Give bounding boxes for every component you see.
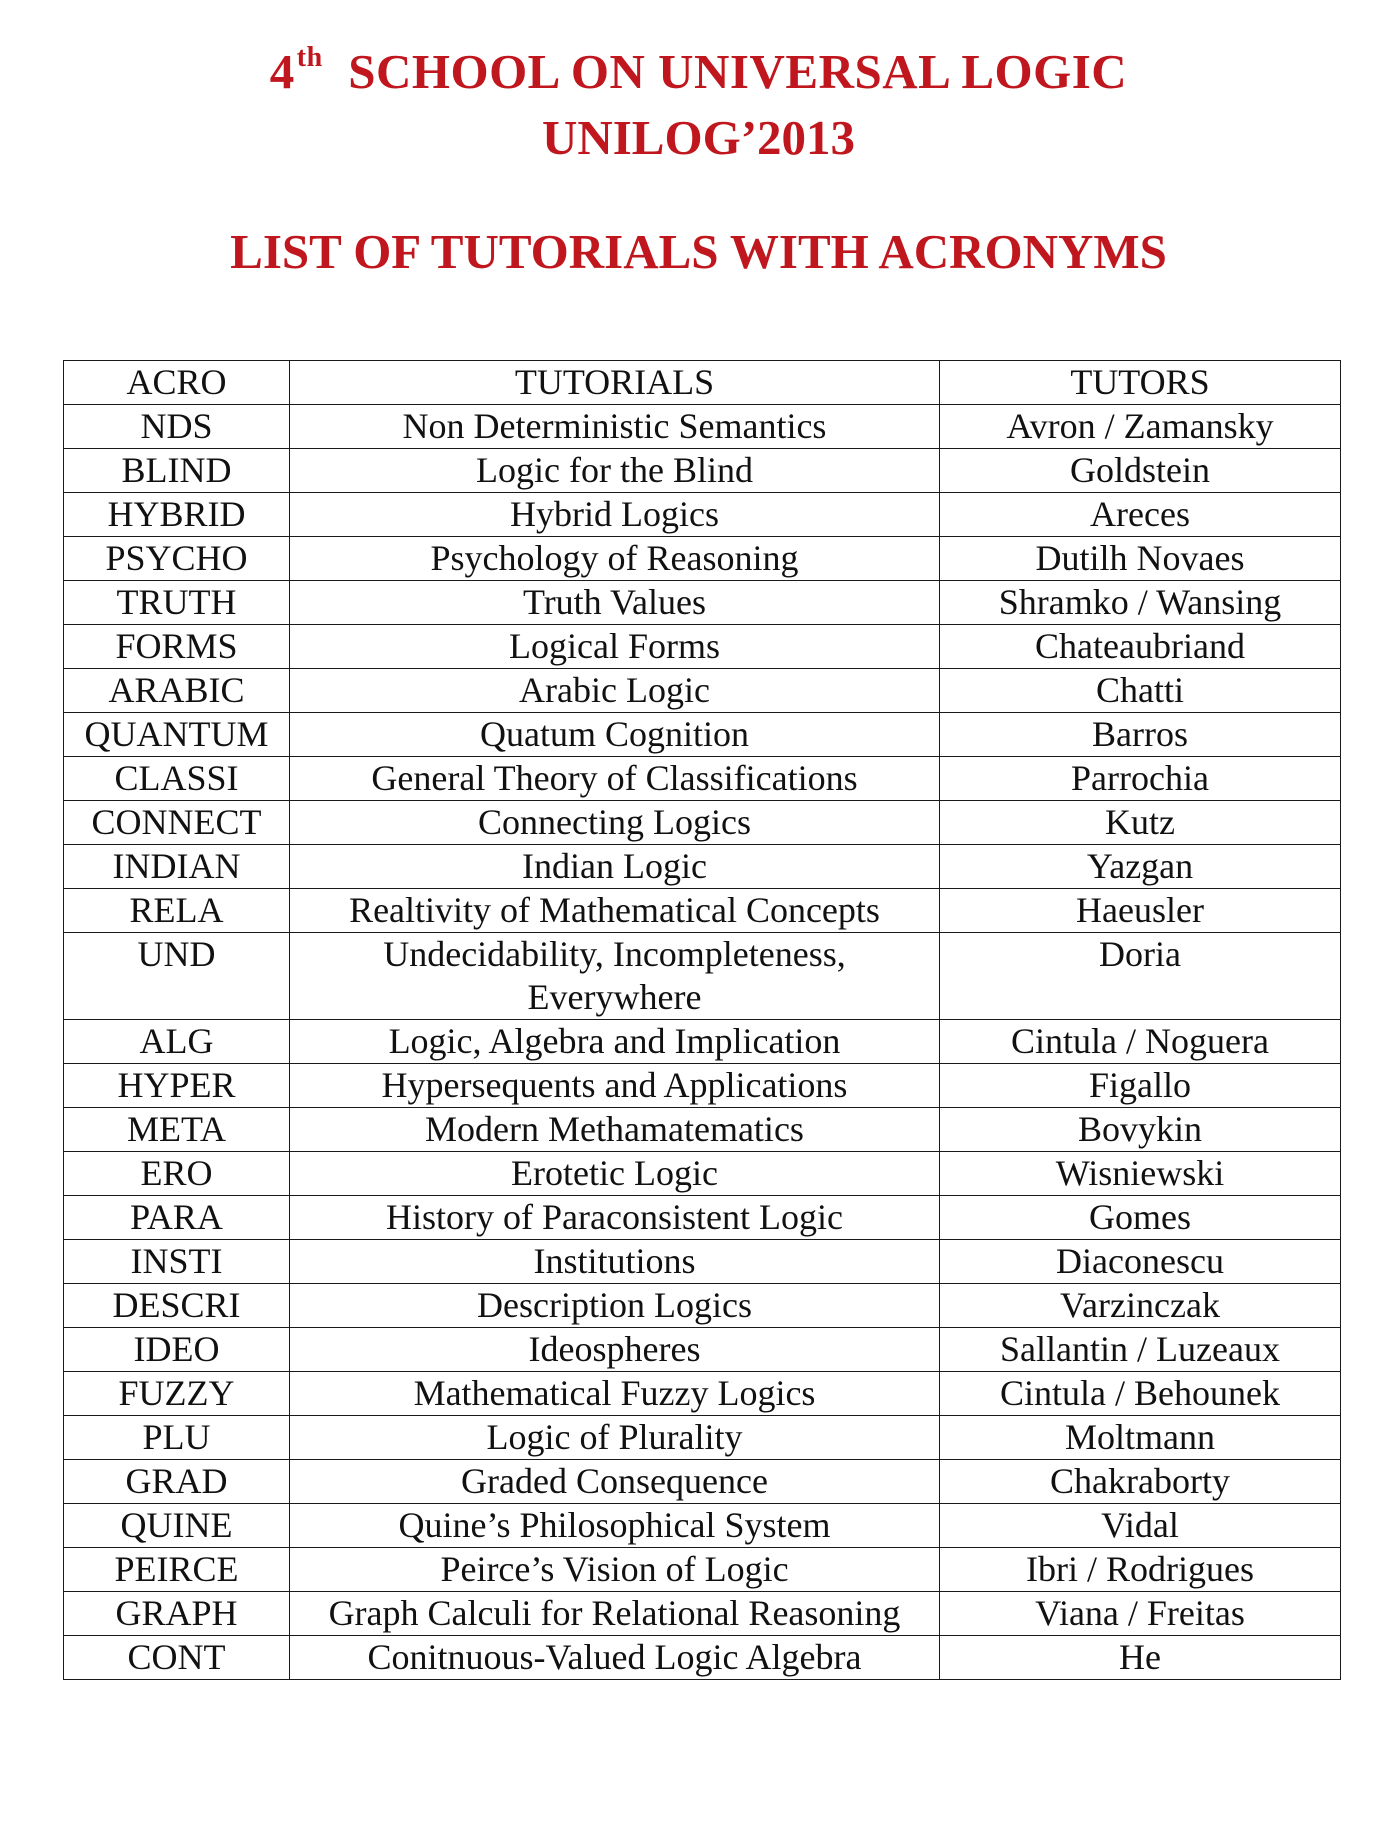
acro-cell: CONNECT <box>64 801 290 845</box>
tutors-cell: Cintula / Noguera <box>940 1020 1341 1064</box>
acro-cell: INDIAN <box>64 845 290 889</box>
table-row <box>64 801 1341 845</box>
table-body <box>64 405 1341 1680</box>
acro-cell: RELA <box>64 889 290 933</box>
acro-cell: UND <box>64 933 290 1020</box>
list-title: LIST OF TUTORIALS WITH ACRONYMS <box>230 224 1167 279</box>
event-name: UNILOG’2013 <box>541 110 856 165</box>
tutors-cell: Yazgan <box>940 845 1341 889</box>
tutorial-cell: Logical Forms <box>290 625 940 669</box>
tutors-cell: Wisniewski <box>940 1152 1341 1196</box>
table-row <box>64 537 1341 581</box>
tutors-cell: Gomes <box>940 1196 1341 1240</box>
tutors-cell: Dutilh Novaes <box>940 537 1341 581</box>
tutorial-cell: Quine’s Philosophical System <box>290 1504 940 1548</box>
tutorial-cell: Undecidability, Incompleteness, Everywhere <box>290 933 940 1020</box>
tutorial-cell: Non Deterministic Semantics <box>290 405 940 449</box>
table-row <box>64 1240 1341 1284</box>
tutorial-cell: Conitnuous-Valued Logic Algebra <box>290 1636 940 1680</box>
acro-cell: QUINE <box>64 1504 290 1548</box>
tutors-cell: Doria <box>940 933 1341 1020</box>
tutorial-cell: Logic for the Blind <box>290 449 940 493</box>
table-row <box>64 1020 1341 1064</box>
tutorials-table <box>63 360 1341 1680</box>
table-header-row <box>64 361 1341 405</box>
acro-cell: BLIND <box>64 449 290 493</box>
tutors-cell: Chakraborty <box>940 1460 1341 1504</box>
tutors-cell: He <box>940 1636 1341 1680</box>
acro-cell: GRAD <box>64 1460 290 1504</box>
tutors-cell: Areces <box>940 493 1341 537</box>
table-row <box>64 889 1341 933</box>
tutorial-cell: Logic, Algebra and Implication <box>290 1020 940 1064</box>
acro-cell: PSYCHO <box>64 537 290 581</box>
tutorial-cell: Quatum Cognition <box>290 713 940 757</box>
table-row <box>64 713 1341 757</box>
acro-cell: ALG <box>64 1020 290 1064</box>
tutors-cell: Haeusler <box>940 889 1341 933</box>
tutors-cell: Avron / Zamansky <box>940 405 1341 449</box>
table-row <box>64 1064 1341 1108</box>
tutorial-cell: Graded Consequence <box>290 1460 940 1504</box>
school-ordinal-suffix: th <box>296 42 323 73</box>
table-row <box>64 1548 1341 1592</box>
table-row <box>64 1460 1341 1504</box>
tutorial-cell: Institutions <box>290 1240 940 1284</box>
tutors-cell: Moltmann <box>940 1416 1341 1460</box>
school-title-text: SCHOOL ON UNIVERSAL LOGIC <box>348 44 1128 99</box>
table-row <box>64 405 1341 449</box>
table-row <box>64 625 1341 669</box>
table-row <box>64 669 1341 713</box>
acro-cell: NDS <box>64 405 290 449</box>
tutorial-cell: Peirce’s Vision of Logic <box>290 1548 940 1592</box>
tutorial-cell: Connecting Logics <box>290 801 940 845</box>
tutors-cell: Sallantin / Luzeaux <box>940 1328 1341 1372</box>
table-row <box>64 757 1341 801</box>
tutorial-cell: General Theory of Classifications <box>290 757 940 801</box>
acro-cell: HYPER <box>64 1064 290 1108</box>
tutors-cell: Bovykin <box>940 1108 1341 1152</box>
tutorial-cell: Hybrid Logics <box>290 493 940 537</box>
tutorial-cell: History of Paraconsistent Logic <box>290 1196 940 1240</box>
tutorial-cell: Hypersequents and Applications <box>290 1064 940 1108</box>
table-row <box>64 1196 1341 1240</box>
acro-cell: FORMS <box>64 625 290 669</box>
table-row <box>64 1416 1341 1460</box>
table-row <box>64 933 1341 1020</box>
tutorial-cell: Description Logics <box>290 1284 940 1328</box>
tutors-cell: Shramko / Wansing <box>940 581 1341 625</box>
tutors-cell: Chateaubriand <box>940 625 1341 669</box>
tutorial-cell: Ideospheres <box>290 1328 940 1372</box>
acro-cell: META <box>64 1108 290 1152</box>
table-row <box>64 449 1341 493</box>
tutors-cell: Parrochia <box>940 757 1341 801</box>
acro-cell: PEIRCE <box>64 1548 290 1592</box>
column-header-tutors: TUTORS <box>940 361 1341 405</box>
table-row <box>64 1328 1341 1372</box>
acro-cell: HYBRID <box>64 493 290 537</box>
acro-cell: GRAPH <box>64 1592 290 1636</box>
acro-cell: ERO <box>64 1152 290 1196</box>
table-row <box>64 1592 1341 1636</box>
tutors-cell: Viana / Freitas <box>940 1592 1341 1636</box>
tutors-cell: Barros <box>940 713 1341 757</box>
tutors-cell: Varzinczak <box>940 1284 1341 1328</box>
acro-cell: INSTI <box>64 1240 290 1284</box>
acro-cell: QUANTUM <box>64 713 290 757</box>
tutorial-cell: Modern Methamatematics <box>290 1108 940 1152</box>
tutorial-cell: Realtivity of Mathematical Concepts <box>290 889 940 933</box>
acro-cell: CONT <box>64 1636 290 1680</box>
tutorial-cell: Psychology of Reasoning <box>290 537 940 581</box>
acro-cell: ARABIC <box>64 669 290 713</box>
acro-cell: PARA <box>64 1196 290 1240</box>
acro-cell: DESCRI <box>64 1284 290 1328</box>
acro-cell: FUZZY <box>64 1372 290 1416</box>
table-row <box>64 1504 1341 1548</box>
table-row <box>64 1284 1341 1328</box>
table-row <box>64 493 1341 537</box>
tutors-cell: Kutz <box>940 801 1341 845</box>
tutors-cell: Figallo <box>940 1064 1341 1108</box>
tutorial-cell: Graph Calculi for Relational Reasoning <box>290 1592 940 1636</box>
tutors-cell: Diaconescu <box>940 1240 1341 1284</box>
table-row <box>64 1372 1341 1416</box>
table-row <box>64 581 1341 625</box>
column-header-tutorials: TUTORIALS <box>290 361 940 405</box>
table-row <box>64 1152 1341 1196</box>
tutorial-cell: Mathematical Fuzzy Logics <box>290 1372 940 1416</box>
tutors-cell: Ibri / Rodrigues <box>940 1548 1341 1592</box>
tutorial-cell: Erotetic Logic <box>290 1152 940 1196</box>
tutorial-cell: Indian Logic <box>290 845 940 889</box>
school-ordinal-number: 4 <box>269 44 295 99</box>
table-row <box>64 1108 1341 1152</box>
tutors-cell: Chatti <box>940 669 1341 713</box>
table-row <box>64 845 1341 889</box>
column-header-acro: ACRO <box>64 361 290 405</box>
acro-cell: IDEO <box>64 1328 290 1372</box>
tutorial-cell: Arabic Logic <box>290 669 940 713</box>
tutors-cell: Cintula / Behounek <box>940 1372 1341 1416</box>
school-title <box>0 42 1397 102</box>
tutors-cell: Vidal <box>940 1504 1341 1548</box>
acro-cell: CLASSI <box>64 757 290 801</box>
tutors-cell: Goldstein <box>940 449 1341 493</box>
acro-cell: PLU <box>64 1416 290 1460</box>
acro-cell: TRUTH <box>64 581 290 625</box>
table-row <box>64 1636 1341 1680</box>
tutorial-cell: Truth Values <box>290 581 940 625</box>
tutorial-cell: Logic of Plurality <box>290 1416 940 1460</box>
